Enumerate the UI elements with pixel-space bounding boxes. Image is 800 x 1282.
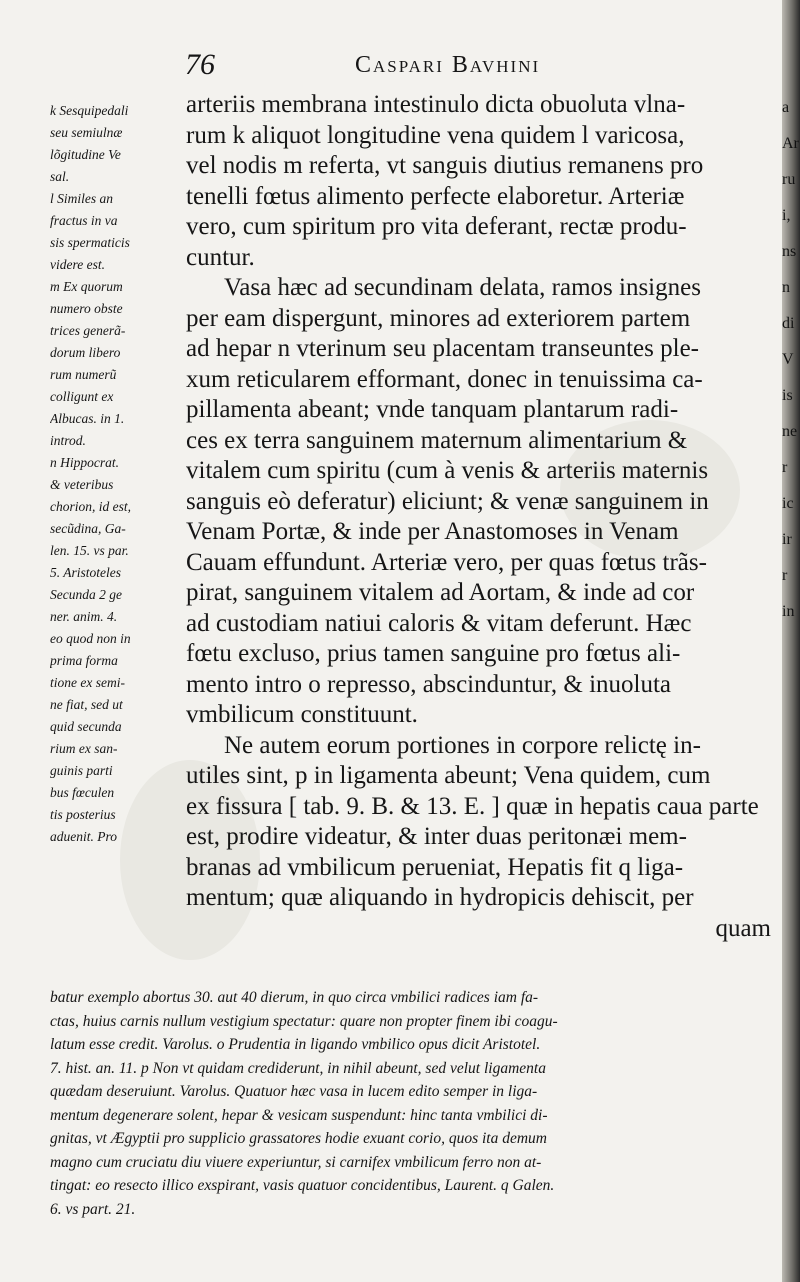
margin-note-line: rum numerũ xyxy=(50,367,117,382)
text-line: ad custodiam natiui caloris & vitam deferunt. Hæc xyxy=(186,609,692,637)
margin-note-line: quid secunda xyxy=(50,719,122,734)
margin-note-line: guinis parti xyxy=(50,763,113,778)
margin-note-line: sal. xyxy=(50,169,70,184)
margin-note-line: m Ex quorum xyxy=(50,279,123,294)
text-line: sanguis eò deferatur) eliciunt; & venæ sanguinem in xyxy=(186,487,709,515)
margin-note-line: colligunt ex xyxy=(50,389,114,404)
text-line: xum reticularem efformant, donec in tenuissima ca- xyxy=(186,365,703,393)
footnotes xyxy=(50,986,780,1221)
footnote-line: 6. vs part. 21. xyxy=(50,1200,136,1218)
text-line: vmbilicum constituunt. xyxy=(186,701,418,728)
text-line: ad hepar n vterinum seu placentam transeuntes ple- xyxy=(186,335,700,362)
footnote-line: ctas, huius carnis nullum vestigium spectatur: quare non propter finem ibi coagu- xyxy=(50,1012,558,1030)
margin-note-line: videre est. xyxy=(50,257,105,272)
text-line: utiles sint, p in ligamenta abeunt; Vena quidem, cum xyxy=(186,762,711,789)
gutter-fragment: ne xyxy=(782,423,798,440)
main-text-body xyxy=(186,90,771,944)
facing-page-fragments xyxy=(782,90,800,630)
margin-note-line: introd. xyxy=(50,433,86,448)
gutter-fragment: in xyxy=(782,603,795,620)
margin-note-line: seu semiulnæ xyxy=(50,125,123,140)
text-line: mentum; quæ aliquando in hydropicis dehiscit, per xyxy=(186,884,694,911)
gutter-fragment: r xyxy=(782,567,788,584)
margin-note-line: fractus in va xyxy=(50,213,118,228)
text-line: vero, cum spiritum pro vita deferant, rectæ produ- xyxy=(186,213,687,240)
footnote-line: batur exemplo abortus 30. aut 40 dierum, in quo circa vmbilici radices iam fa- xyxy=(50,989,539,1006)
text-line: ces ex terra sanguinem maternum alimentarium & xyxy=(186,426,688,454)
text-line: Cauam effundunt. Arteriæ vero, per quas fœtus trãs- xyxy=(186,548,707,576)
footnote-line: 7. hist. an. 11. p Non vt quidam crediderunt, in nihil abeunt, sed velut ligamenta xyxy=(50,1059,546,1077)
footnote-line: latum esse credit. Varolus. o Prudentia in ligando vmbilico opus dicit Aristotel. xyxy=(50,1036,541,1053)
margin-note-line: & veteribus xyxy=(50,477,114,492)
margin-note-line: tione ex semi- xyxy=(50,675,125,690)
footnote-line: magno cum cruciatu diu viuere experiuntur, si carnifex vmbilicum ferro non at- xyxy=(50,1153,542,1171)
margin-note-line: ne fiat, sed ut xyxy=(50,697,123,712)
text-line: rum k aliquot longitudine vena quidem l varicosa, xyxy=(186,121,685,149)
margin-note-line: prima forma xyxy=(50,653,118,668)
facing-page-gutter xyxy=(782,0,800,1282)
gutter-fragment: a xyxy=(782,99,790,116)
gutter-fragment: ic xyxy=(782,495,794,512)
margin-note-line: lõgitudine Ve xyxy=(50,147,121,162)
text-line: Vasa hæc ad secundinam delata, ramos insignes xyxy=(224,274,701,301)
text-line: pirat, sanguinem vitalem ad Aortam, & inde ad cor xyxy=(186,579,695,606)
text-line: fœtu excluso, prius tamen sanguine pro fœtus ali- xyxy=(186,640,681,667)
margin-note-line: k Sesquipedali xyxy=(50,103,129,118)
gutter-fragment: Ar xyxy=(782,135,799,152)
footnote-line: gnitas, vt Ægyptii pro supplicio grassatores hodie exuant corio, quos ita demum xyxy=(50,1130,547,1147)
margin-note-line: 5. Aristoteles xyxy=(50,565,122,580)
margin-note-line: n Hippocrat. xyxy=(50,455,119,470)
text-line: mento intro o represso, abscinduntur, & inuoluta xyxy=(186,670,672,698)
margin-notes xyxy=(50,100,185,848)
text-line: branas ad vmbilicum perueniat, Hepatis fit q liga- xyxy=(186,853,684,881)
gutter-fragment: i, xyxy=(782,207,791,224)
margin-note-line: rium ex san- xyxy=(50,741,118,756)
text-line: quam xyxy=(715,914,771,942)
text-line: vel nodis m referta, vt sanguis diutius remanens pro xyxy=(186,152,704,179)
text-line: ex fissura [ tab. 9. B. & 13. E. ] quæ in hepatis caua parte xyxy=(186,792,759,820)
margin-note-line: bus fœculen xyxy=(50,785,115,800)
margin-note-line: numero obste xyxy=(50,301,123,316)
gutter-fragment: ir xyxy=(782,531,792,548)
footnote-line: tingat: eo resecto illico exspirant, vasis quatuor concidentibus, Laurent. q Galen. xyxy=(50,1177,555,1194)
margin-note-line: Secunda 2 ge xyxy=(50,587,122,602)
margin-note-line: tis posterius xyxy=(50,807,116,822)
page-number: 76 xyxy=(185,48,215,81)
text-line: cuntur. xyxy=(186,243,255,271)
margin-note-line: l Similes an xyxy=(50,191,113,206)
gutter-fragment: r xyxy=(782,459,788,476)
page-header xyxy=(185,48,765,88)
margin-note-line: trices generã- xyxy=(50,323,126,338)
text-line: vitalem cum spiritu (cum à venis & arteriis maternis xyxy=(186,457,709,484)
margin-note-line: Albucas. in 1. xyxy=(50,411,125,426)
gutter-fragment: ru xyxy=(782,171,796,188)
gutter-fragment: is xyxy=(782,387,793,404)
margin-note-line: secũdina, Ga- xyxy=(50,521,126,536)
margin-note-line: chorion, id est, xyxy=(50,499,131,514)
margin-note-line: ner. anim. 4. xyxy=(50,609,118,624)
margin-note-line: sis spermaticis xyxy=(50,235,130,250)
text-line: Venam Portæ, & inde per Anastomoses in Venam xyxy=(186,518,679,545)
footnote-line: quædam deseruiunt. Varolus. Quatuor hæc vasa in lucem edito semper in liga- xyxy=(50,1083,538,1100)
gutter-fragment: di xyxy=(782,315,795,332)
margin-note-line: dorum libero xyxy=(50,345,121,360)
text-line: est, prodire videatur, & inter duas peritonæi mem- xyxy=(186,823,687,850)
footnote-line: mentum degenerare solent, hepar & vesicam suspendunt: hinc tanta vmbilici di- xyxy=(50,1106,548,1124)
margin-note-line: aduenit. Pro xyxy=(50,829,117,844)
text-line: pillamenta abeant; vnde tanquam plantarum radi- xyxy=(186,396,679,423)
gutter-fragment: ns xyxy=(782,243,797,260)
margin-note-line: len. 15. vs par. xyxy=(50,543,129,558)
text-line: Ne autem eorum portiones in corpore relictę in- xyxy=(224,731,701,759)
margin-note-line: eo quod non in xyxy=(50,631,131,646)
text-line: tenelli fœtus alimento perfecte elaboretur. Arteriæ xyxy=(186,182,685,210)
running-title: Caspari Bavhini xyxy=(355,52,541,78)
gutter-fragment: V xyxy=(782,351,794,368)
text-line: arteriis membrana intestinulo dicta obuoluta vlna- xyxy=(186,91,686,118)
gutter-fragment: n xyxy=(782,279,790,296)
text-line: per eam dispergunt, minores ad exteriorem partem xyxy=(186,304,691,332)
